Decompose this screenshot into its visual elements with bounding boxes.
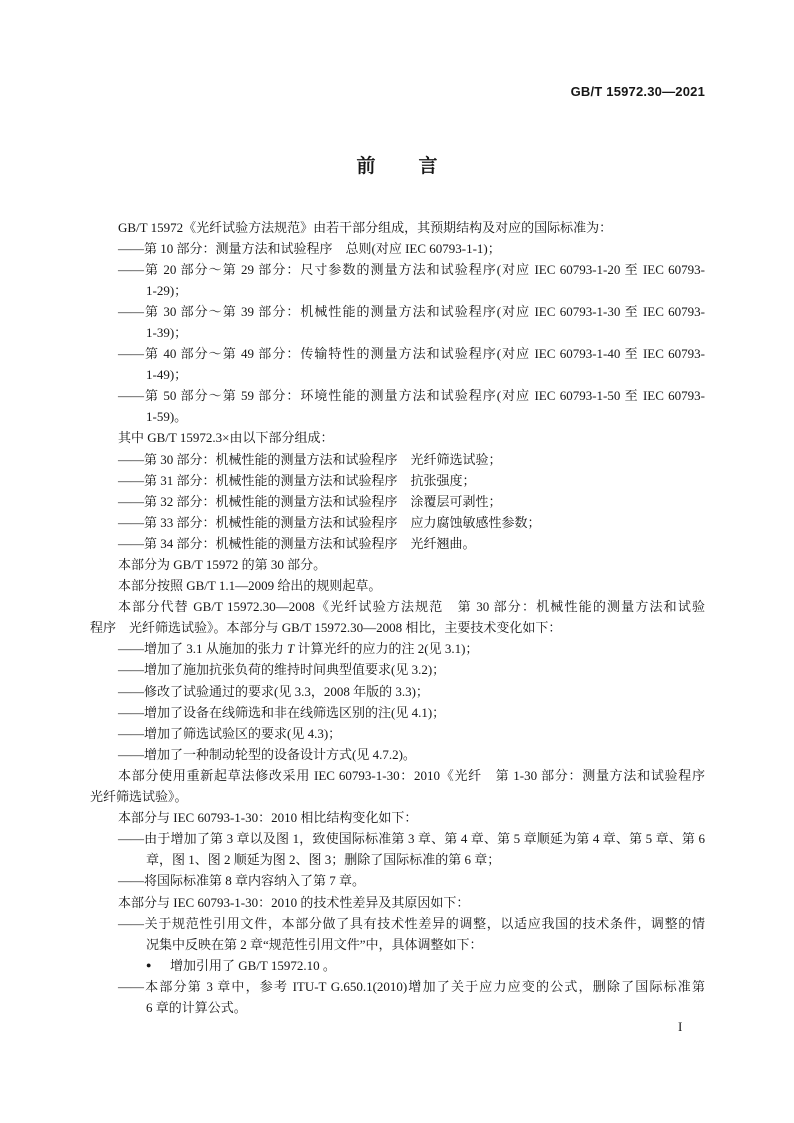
adoption-paragraph: 本部分使用重新起草法修改采用 IEC 60793-1-30：2010《光纤 第 1-30 部分：测量方法和试验程序 — [118, 767, 705, 783]
series-part-item: ——第 33 部分：机械性能的测量方法和试验程序 应力腐蚀敏感性参数； — [118, 514, 541, 530]
structure-item: ——第 30 部分～第 39 部分：机械性能的测量方法和试验程序(对应 IEC 60793-1-30 至 IEC 60793- — [118, 303, 705, 319]
part-statement: 本部分为 GB/T 15972 的第 30 部分。 — [118, 557, 327, 572]
technical-change-item: ——增加了一种制动轮型的设备设计方式(见 4.7.2)。 — [118, 746, 416, 762]
structure-item-continuation: 1-39)； — [146, 324, 188, 340]
structure-item: ——第 50 部分～第 59 部分：环境性能的测量方法和试验程序(对应 IEC 60793-1-50 至 IEC 60793- — [118, 388, 705, 404]
series-part-item: ——第 34 部分：机械性能的测量方法和试验程序 光纤翘曲。 — [118, 535, 476, 551]
technical-change-text: 计算光纤的应力的注 2(见 3.1)； — [294, 641, 479, 657]
bullet-icon: ● — [146, 959, 152, 970]
technical-change-item — [118, 638, 705, 659]
structure-item-continuation: 1-29)； — [146, 282, 188, 298]
structure-item-continuation: 1-49)； — [146, 367, 188, 383]
page-title: 前 言 — [356, 156, 450, 177]
preface-body — [0, 217, 794, 1019]
series-part-item: ——第 30 部分：机械性能的测量方法和试验程序 光纤筛选试验； — [118, 451, 502, 467]
series-intro: 其中 GB/T 15972.3×由以下部分组成： — [118, 430, 334, 446]
structure-item-continuation: 1-59)。 — [146, 409, 188, 425]
tension-symbol: T — [287, 641, 295, 657]
technical-difference-item: ——本部分第 3 章中，参考 ITU-T G.650.1(2010)增加了关于应力应变的公式，删除了国际标准第 — [118, 978, 705, 994]
adoption-paragraph-continuation: 光纤筛选试验》。 — [90, 789, 188, 805]
technical-difference-item-continuation: 况集中反映在第 2 章“规范性引用文件”中，具体调整如下： — [146, 936, 483, 952]
technical-change-item: ——增加了施加抗张负荷的维持时间典型值要求(见 3.2)； — [118, 662, 446, 678]
series-part-item: ——第 32 部分：机械性能的测量方法和试验程序 涂覆层可剥性； — [118, 493, 502, 509]
technical-change-text: ——增加了 3.1 从施加的张力 — [118, 641, 288, 657]
technical-change-item: ——修改了试验通过的要求(见 3.3，2008 年版的 3.3)； — [118, 683, 429, 699]
technical-difference-item-continuation: 6 章的计算公式。 — [146, 999, 247, 1015]
structure-changes-intro: 本部分与 IEC 60793-1-30：2010 相比结构变化如下： — [118, 810, 418, 826]
replacement-paragraph: 本部分代替 GB/T 15972.30—2008《光纤试验方法规范 第 30 部分：机械性能的测量方法和试验 — [118, 599, 705, 615]
structure-change-item-continuation: 章，图 1、图 2 顺延为图 2、图 3；删除了国际标准的第 6 章； — [146, 852, 501, 868]
page-number: I — [678, 1019, 683, 1034]
technical-change-item: ——增加了筛选试验区的要求(见 4.3)； — [118, 725, 342, 741]
structure-item: ——第 40 部分～第 49 部分：传输特性的测量方法和试验程序(对应 IEC 60793-1-40 至 IEC 60793- — [118, 346, 705, 362]
technical-difference-item: ——关于规范性引用文件，本部分做了具有技术性差异的调整，以适应我国的技术条件，调整的情 — [118, 915, 705, 931]
replacement-paragraph-continuation: 程序 光纤筛选试验》。本部分与 GB/T 15972.30—2008 相比，主要技术变化如下： — [90, 620, 562, 636]
series-part-item: ——第 31 部分：机械性能的测量方法和试验程序 抗张强度； — [118, 472, 476, 488]
structure-change-item: ——将国际标准第 8 章内容纳入了第 7 章。 — [118, 873, 366, 889]
standard-number-header: GB/T 15972.30—2021 — [570, 84, 705, 99]
sub-list-item — [146, 955, 705, 976]
intro-paragraph: GB/T 15972《光纤试验方法规范》由若干部分组成，其预期结构及对应的国际标准为： — [118, 219, 613, 235]
technical-change-item: ——增加了设备在线筛选和非在线筛选区别的注(见 4.1)； — [118, 704, 446, 720]
technical-differences-intro: 本部分与 IEC 60793-1-30：2010 的技术性差异及其原因如下： — [118, 894, 470, 910]
sub-list-item-text: 增加引用了 GB/T 15972.10 。 — [170, 957, 336, 973]
drafting-rules: 本部分按照 GB/T 1.1—2009 给出的规则起草。 — [118, 578, 382, 594]
structure-change-item: ——由于增加了第 3 章以及图 1，致使国际标准第 3 章、第 4 章、第 5 章顺延为第 4 章、第 5 章、第 6 — [118, 831, 705, 847]
structure-item: ——第 10 部分：测量方法和试验程序 总则(对应 IEC 60793-1-1)； — [118, 240, 501, 256]
structure-item: ——第 20 部分～第 29 部分：尺寸参数的测量方法和试验程序(对应 IEC 60793-1-20 至 IEC 60793- — [118, 261, 705, 277]
